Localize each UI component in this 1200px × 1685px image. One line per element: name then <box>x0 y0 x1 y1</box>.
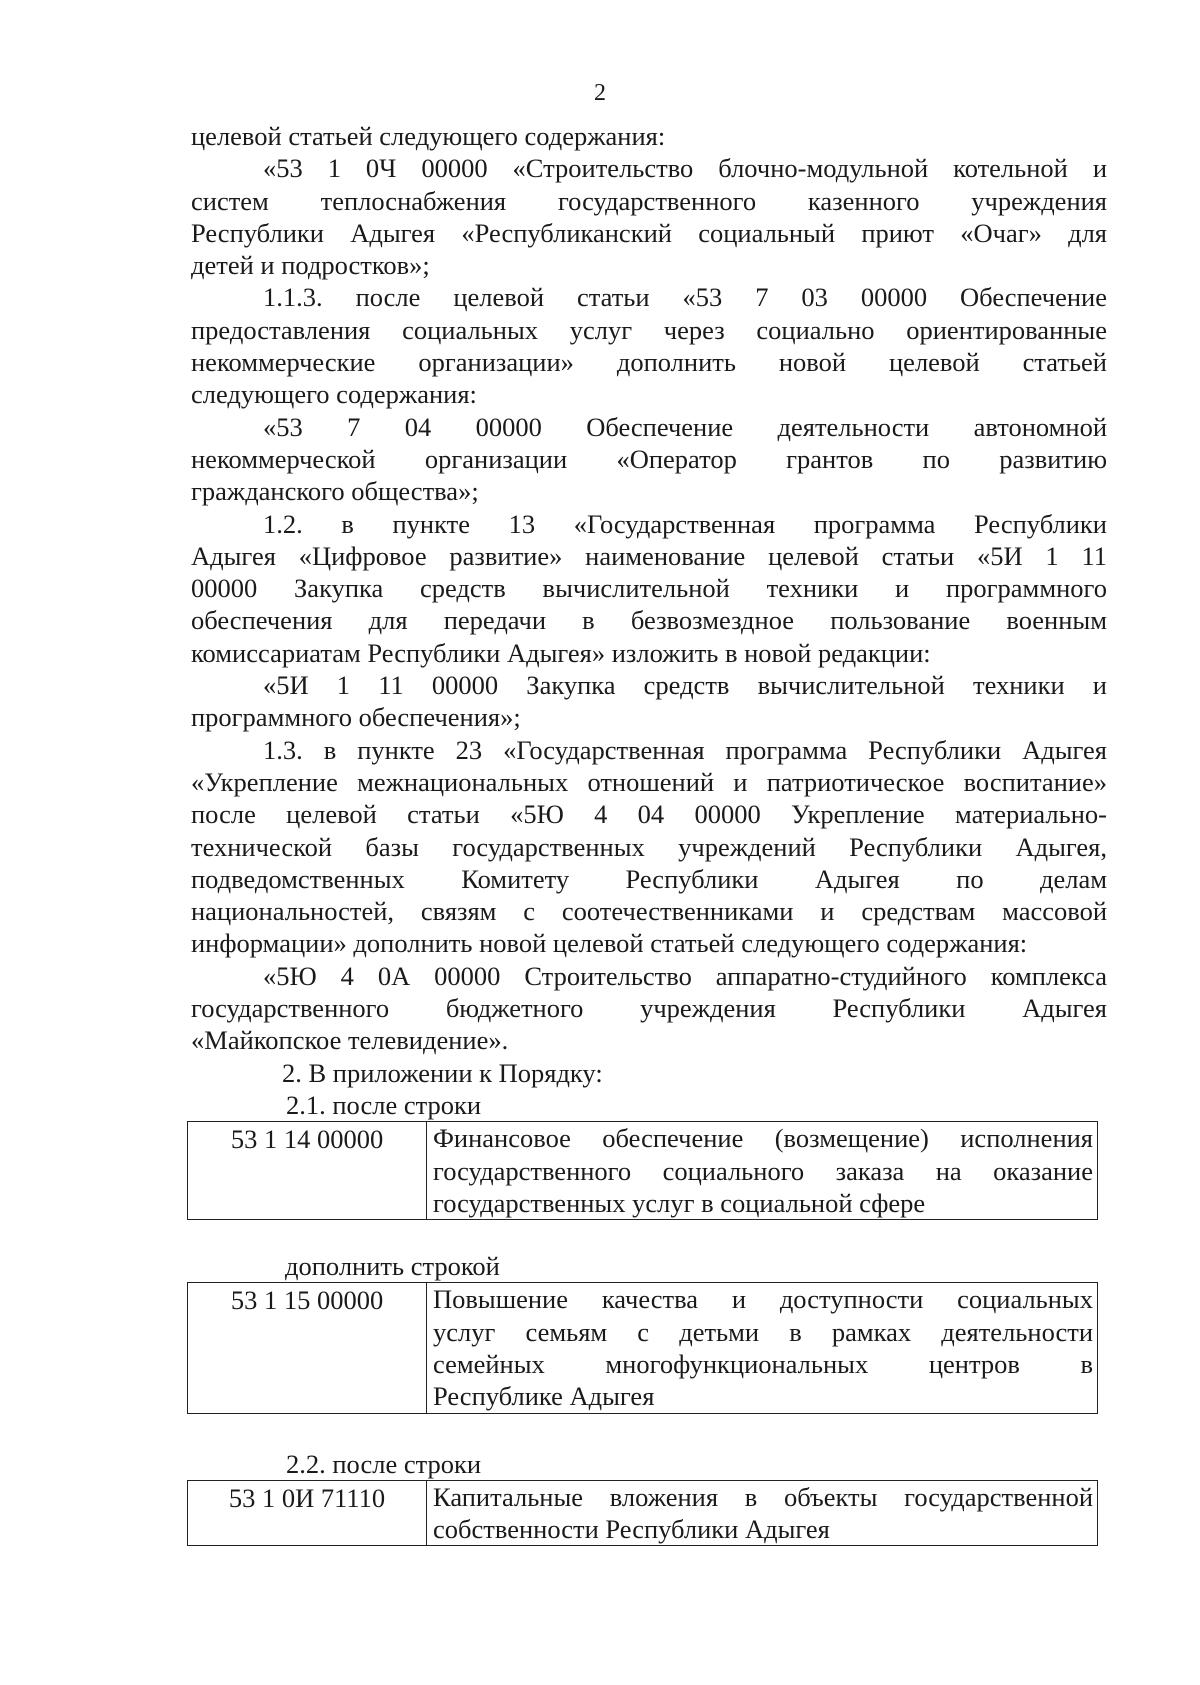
paragraph-1-1-3 <box>191 281 1107 410</box>
text-line: «Майкопское телевидение». <box>191 1025 509 1056</box>
table-row-after-1 <box>187 1121 1098 1220</box>
document-body <box>191 120 1107 1546</box>
table-row-added <box>187 1282 1098 1413</box>
caption-2-2: 2.2. после строки <box>286 1448 482 1479</box>
page-number: 2 <box>594 80 606 106</box>
paragraph-1-2 <box>191 508 1107 669</box>
table-row <box>188 1480 1098 1546</box>
text-line: Повышение качества и доступности социальных <box>433 1284 1093 1315</box>
text-line: технической базы государственных учреждений Республики Адыгея, <box>191 831 1107 862</box>
text-line: «5Ю 4 0А 00000 Строительство аппаратно-студийного комплекса <box>263 960 1107 991</box>
text-line: обеспечения для передачи в безвозмездное пользование военным <box>191 605 1107 636</box>
table-row <box>188 1122 1098 1220</box>
text-line: «53 1 0Ч 00000 «Строительство блочно-модульной котельной и <box>263 153 1107 184</box>
paragraph-article-5yu <box>191 960 1107 1057</box>
text-line: гражданского общества»; <box>191 476 479 507</box>
text-line: услуг семьям с детьми в рамках деятельности <box>433 1316 1093 1347</box>
code-cell: 53 1 14 00000 <box>188 1122 427 1220</box>
text-line: некоммерческие организации» дополнить новой целевой статьей <box>191 347 1107 378</box>
text-line: государственных услуг в социальной сфере <box>433 1187 926 1218</box>
paragraph-1-3 <box>191 734 1107 960</box>
text-line: 1.3. в пункте 23 «Государственная программа Республики Адыгея <box>263 734 1107 765</box>
text-line: после целевой статьи «5Ю 4 04 00000 Укрепление материально- <box>191 799 1107 830</box>
text-line: «5И 1 11 00000 Закупка средств вычислительной техники и <box>263 670 1107 701</box>
text-line: целевой статьей следующего содержания: <box>191 121 666 151</box>
paragraph-article-5i <box>191 669 1107 734</box>
text-line: детей и подростков»; <box>191 250 430 281</box>
paragraph-intro <box>191 120 1107 152</box>
paragraph-article-53-7-04 <box>191 411 1107 508</box>
text-line: программного обеспечения»; <box>191 702 521 733</box>
description-cell <box>427 1480 1098 1546</box>
text-line: собственности Республики Адыгея <box>433 1514 830 1545</box>
text-line: «53 7 04 00000 Обеспечение деятельности автономной <box>263 411 1107 442</box>
text-line: Финансовое обеспечение (возмещение) исполнения <box>433 1123 1093 1154</box>
text-line: государственного социального заказа на оказание <box>433 1155 1093 1186</box>
text-line: «Укрепление межнациональных отношений и патриотическое воспитание» <box>191 766 1107 797</box>
text-line: информации» дополнить новой целевой статьей следующего содержания: <box>191 928 1028 959</box>
description-cell <box>427 1122 1098 1220</box>
text-line: следующего содержания: <box>191 379 477 410</box>
text-line: некоммерческой организации «Оператор грантов по развитию <box>191 443 1107 474</box>
paragraph-item-2: 2. В приложении к Порядку: <box>282 1057 603 1088</box>
code-cell: 53 1 0И 71110 <box>188 1480 427 1546</box>
text-line: подведомственных Комитету Республики Адыгея по делам <box>191 863 1107 894</box>
description-cell <box>427 1283 1098 1413</box>
text-line: Республики Адыгея «Республиканский социальный приют «Очаг» для <box>191 217 1107 248</box>
text-line: Капитальные вложения в объекты государственной <box>433 1481 1093 1512</box>
code-cell: 53 1 15 00000 <box>188 1283 427 1413</box>
table-row <box>188 1283 1098 1413</box>
caption-2-1: 2.1. после строки <box>286 1089 482 1120</box>
text-line: государственного бюджетного учреждения Республики Адыгея <box>191 993 1107 1024</box>
text-line: систем теплоснабжения государственного казенного учреждения <box>191 185 1107 216</box>
paragraph-article-53-1-0ch <box>191 152 1107 281</box>
text-line: 1.1.3. после целевой статьи «53 7 03 00000 Обеспечение <box>263 282 1107 313</box>
text-line: Республике Адыгея <box>433 1381 655 1412</box>
caption-add-row: дополнить строкой <box>285 1251 500 1282</box>
text-line: семейных многофункциональных центров в <box>433 1348 1093 1379</box>
text-line: предоставления социальных услуг через социально ориентированные <box>191 314 1107 345</box>
text-line: комиссариатам Республики Адыгея» изложить в новой редакции: <box>191 637 931 668</box>
text-line: 00000 Закупка средств вычислительной техники и программного <box>191 573 1107 604</box>
table-row-after-2 <box>187 1480 1098 1547</box>
text-line: национальностей, связям с соотечественниками и средствам массовой <box>191 896 1107 927</box>
text-line: Адыгея «Цифровое развитие» наименование целевой статьи «5И 1 11 <box>191 540 1107 571</box>
text-line: 1.2. в пункте 13 «Государственная программа Республики <box>263 508 1107 539</box>
